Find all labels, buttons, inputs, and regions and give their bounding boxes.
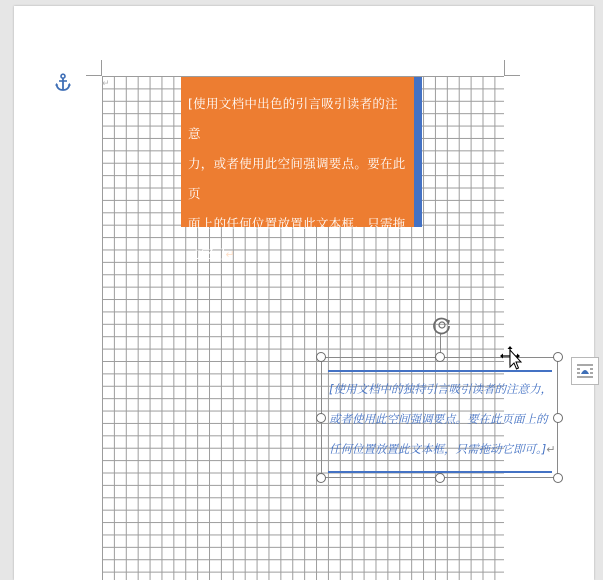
orange-quote-last-line: 动它。] (188, 246, 226, 261)
layout-options-icon[interactable] (571, 357, 599, 385)
resize-handle-middle-right[interactable] (553, 413, 563, 423)
orange-pull-quote-accent-bar (414, 77, 422, 227)
orange-quote-line (188, 239, 408, 270)
paragraph-mark: ↵ (546, 443, 556, 456)
blue-quote-line: [使用文档中的独特引言吸引读者的注意力， (329, 382, 552, 396)
blue-quote-line: 或者使用此空间强调要点。要在此页面上的 (329, 412, 548, 426)
resize-handle-bottom-left[interactable] (316, 473, 326, 483)
rotate-handle-icon[interactable] (430, 313, 454, 337)
blue-quote-last-line: 任何位置放置此文本框，只需拖动它即可。] (329, 442, 547, 456)
move-cursor-icon (500, 346, 524, 372)
paragraph-mark: ↵ (102, 79, 110, 89)
orange-quote-line: [使用文档中出色的引言吸引读者的注意 (188, 96, 398, 141)
blue-pull-quote-text[interactable] (329, 374, 557, 465)
orange-quote-line: 力，或者使用此空间强调要点。要在此页 (188, 156, 406, 201)
resize-handle-middle-left[interactable] (316, 413, 326, 423)
resize-handle-bottom-right[interactable] (553, 473, 563, 483)
orange-pull-quote-textbox[interactable] (181, 77, 414, 261)
resize-handle-top-center[interactable] (435, 352, 445, 362)
resize-handle-bottom-center[interactable] (435, 473, 445, 483)
orange-pull-quote-text[interactable] (188, 89, 408, 270)
resize-handle-top-left[interactable] (316, 352, 326, 362)
orange-quote-line: 面上的任何位置放置此文本框，只需拖 (188, 216, 406, 231)
paragraph-mark: ↵ (225, 248, 235, 261)
margin-mark-top-left-vertical (101, 60, 102, 76)
margin-mark-top-right-horizontal (504, 75, 520, 76)
layout-options-glyph (572, 358, 598, 384)
anchor-icon[interactable] (54, 73, 72, 93)
margin-mark-top-right-vertical (504, 60, 505, 76)
resize-handle-top-right[interactable] (553, 352, 563, 362)
rotate-handle-stem (440, 334, 441, 354)
margin-mark-top-left-horizontal (86, 75, 102, 76)
blue-quote-line (329, 434, 557, 465)
